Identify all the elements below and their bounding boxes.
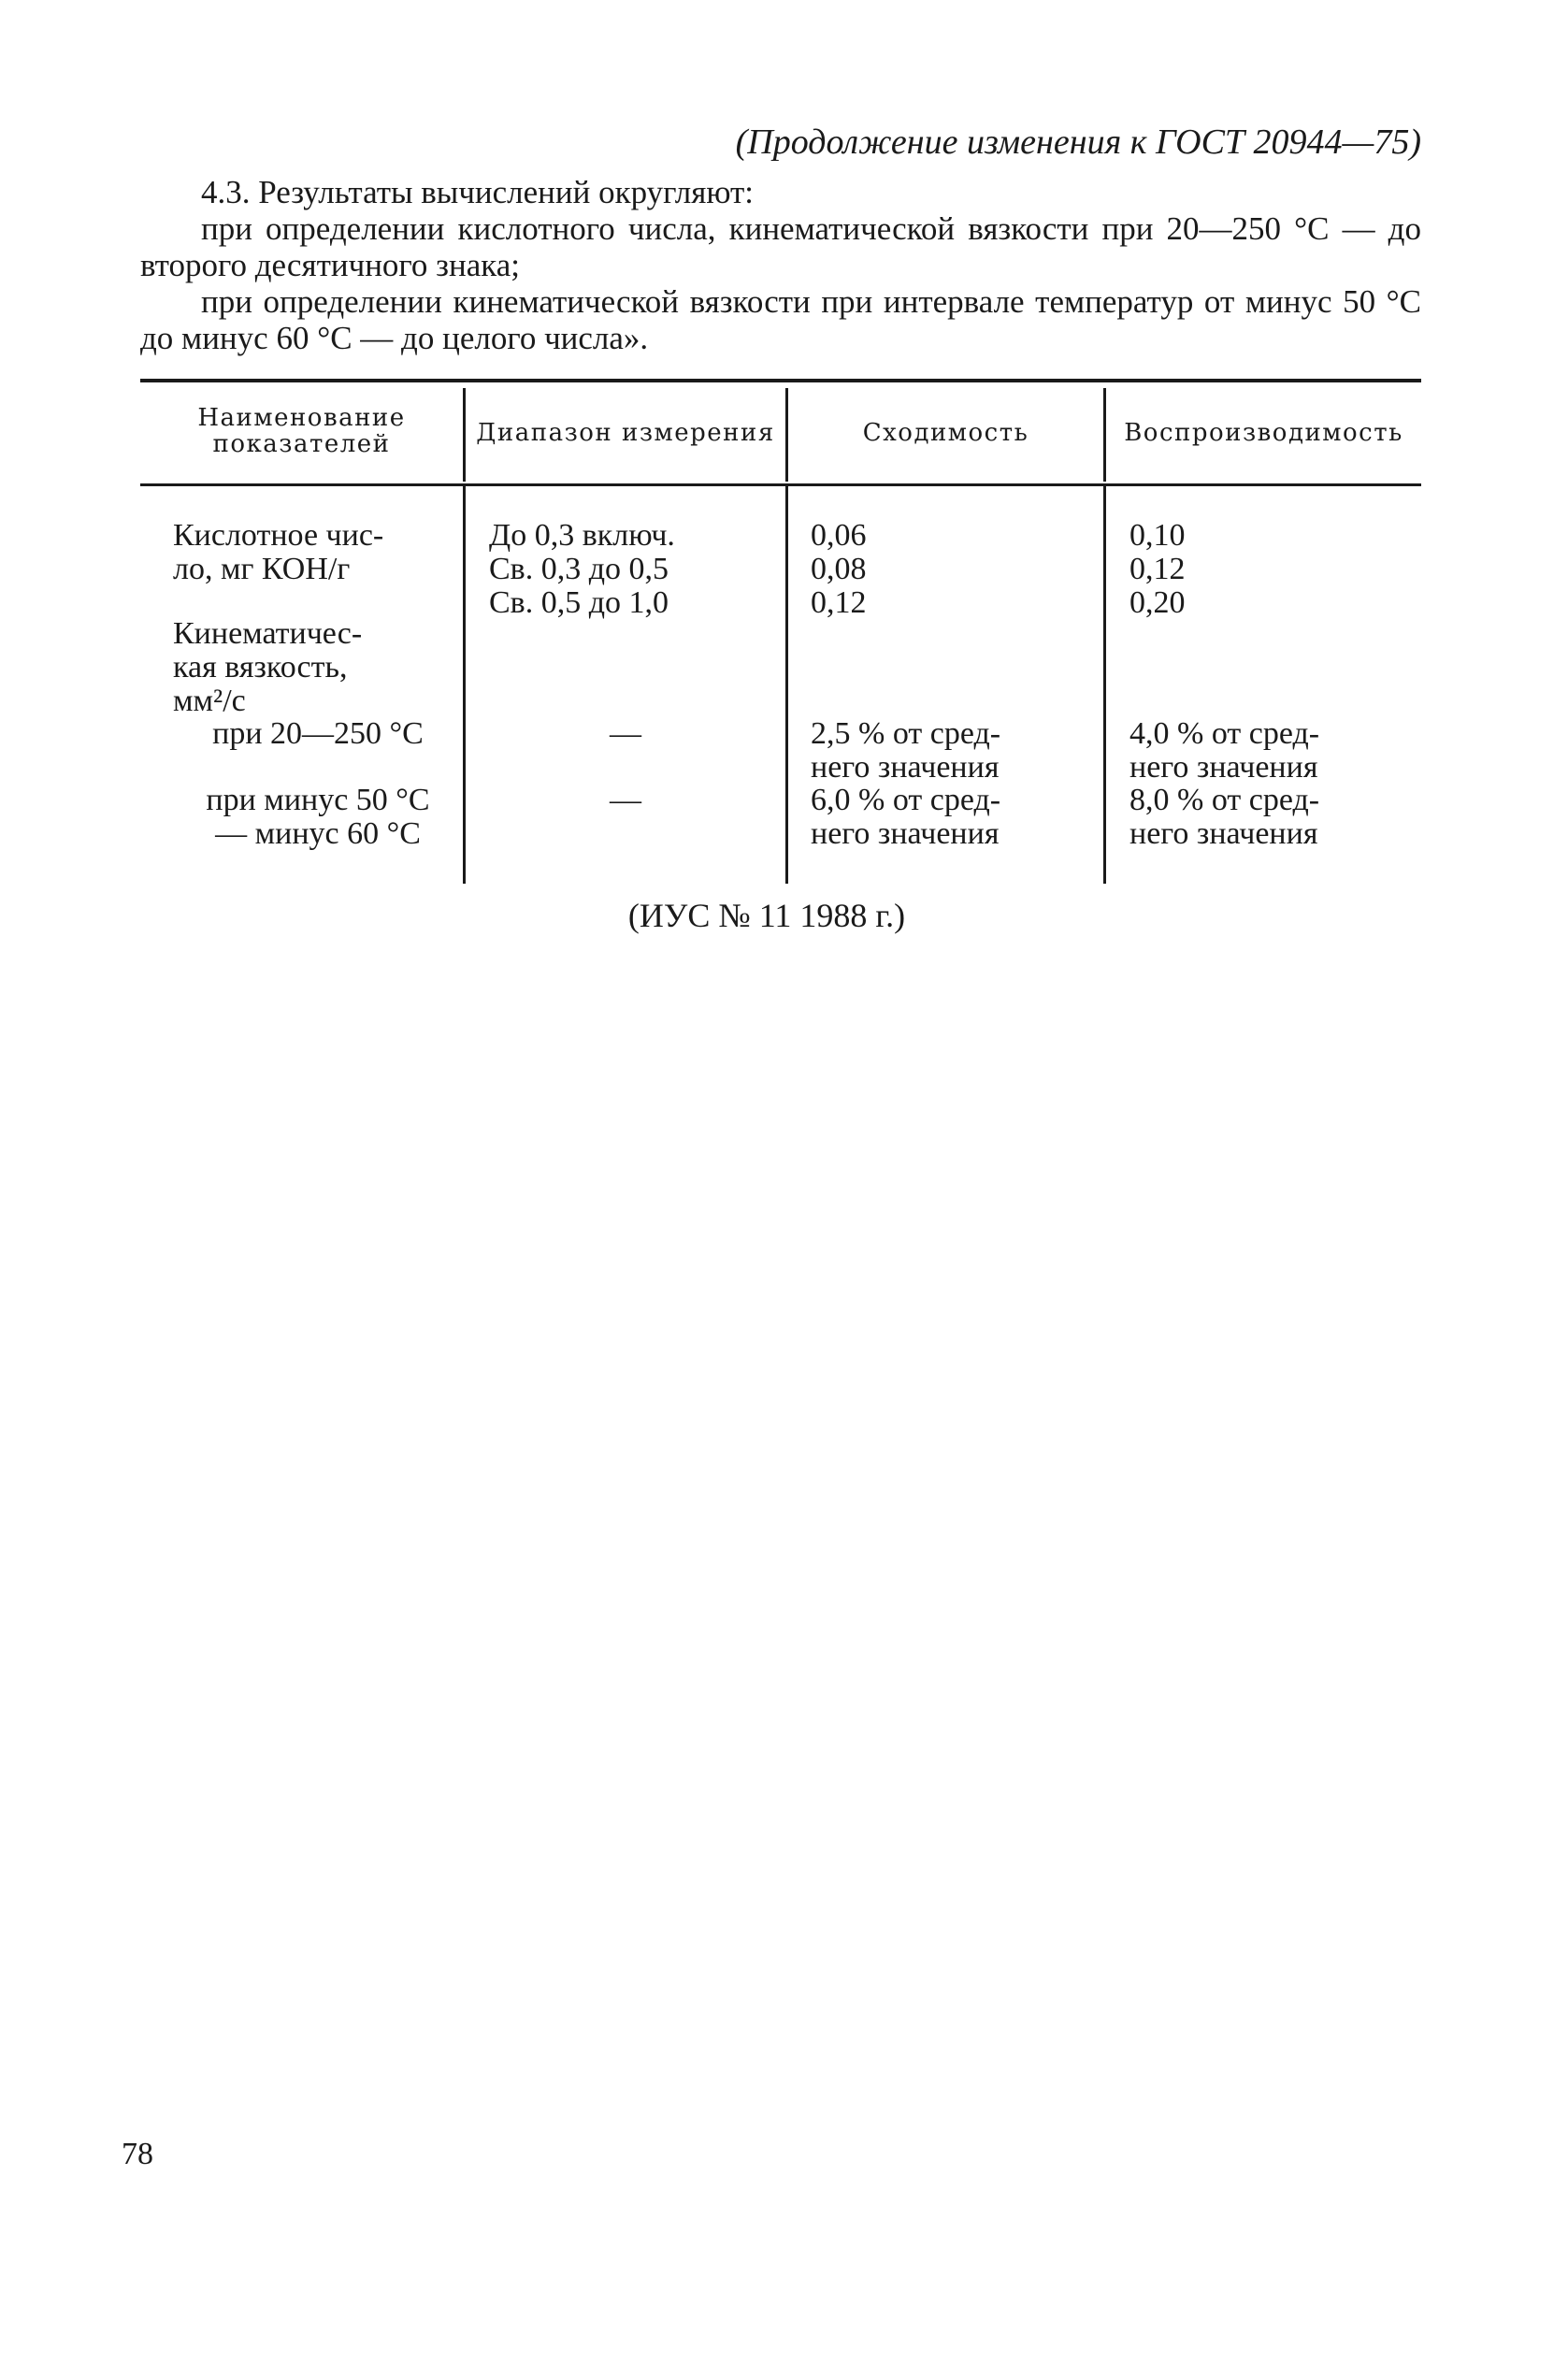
cell-viscosity-sub2-convergence <box>811 784 1091 851</box>
cell-viscosity-sub1-range: — <box>610 716 641 751</box>
column-divider-1-body <box>463 486 466 884</box>
precision-table <box>140 379 1421 884</box>
cell-viscosity-sub2-range: — <box>610 783 641 817</box>
cell-viscosity-name-line-1: Кинематичес- <box>173 616 363 651</box>
cell-viscosity-sub1-name: при 20—250 °С <box>212 716 424 751</box>
cell-acid-range-line-2: Св. 0,3 до 0,5 <box>489 552 669 586</box>
column-divider-3-body <box>1103 486 1106 884</box>
cell-acid-name-line-2: ло, мг КОН/г <box>173 552 351 586</box>
cell-viscosity-sub1-convergence-line-2: него значения <box>811 750 1000 785</box>
cell-viscosity-name <box>173 617 463 718</box>
cell-acid-convergence <box>811 519 1091 620</box>
cell-viscosity-sub1-reproducibility <box>1129 717 1410 785</box>
cell-viscosity-name-line-3: мм²/с <box>173 684 246 718</box>
cell-viscosity-sub1-reproducibility-line-2: него значения <box>1129 750 1318 785</box>
paragraph-rounding-decimal: при определении кислотного числа, кинематической вязкости при 20—250 °С — до второго десятичного знака; <box>140 210 1421 283</box>
cell-acid-reproducibility-line-2: 0,12 <box>1129 552 1186 586</box>
cell-acid-reproducibility-line-1: 0,10 <box>1129 518 1186 553</box>
amendment-source-note: (ИУС № 11 1988 г.) <box>627 897 906 934</box>
cell-viscosity-sub1-reproducibility-line-1: 4,0 % от сред- <box>1129 716 1320 751</box>
cell-viscosity-sub2-reproducibility <box>1129 784 1410 851</box>
paragraph-clause-4-3: 4.3. Результаты вычислений округляют: <box>201 174 755 210</box>
cell-viscosity-name-line-2: кая вязкость, <box>173 650 348 684</box>
cell-acid-name <box>173 519 463 586</box>
cell-acid-convergence-line-1: 0,06 <box>811 518 867 553</box>
cell-acid-name-line-1: Кислотное чис- <box>173 518 384 553</box>
table-top-rule <box>140 379 1421 382</box>
column-divider-2-body <box>785 486 788 884</box>
header-name <box>140 405 463 457</box>
cell-acid-convergence-line-2: 0,08 <box>811 552 867 586</box>
page-number: 78 <box>122 2137 153 2171</box>
body-text <box>140 174 1421 356</box>
cell-viscosity-sub2-name <box>173 784 463 851</box>
cell-acid-reproducibility-line-3: 0,20 <box>1129 585 1186 620</box>
cell-acid-reproducibility <box>1129 519 1410 620</box>
cell-acid-range <box>489 519 779 620</box>
document-header: (Продолжение изменения к ГОСТ 20944—75) <box>735 122 1421 162</box>
cell-viscosity-sub1-convergence-line-1: 2,5 % от сред- <box>811 716 1001 751</box>
cell-viscosity-sub2-name-line-2: — минус 60 °С <box>215 816 421 851</box>
cell-viscosity-sub2-convergence-line-2: него значения <box>811 816 1000 851</box>
table-header-rule <box>140 483 1421 486</box>
cell-viscosity-sub2-convergence-line-1: 6,0 % от сред- <box>811 783 1001 817</box>
cell-acid-range-line-1: До 0,3 включ. <box>489 518 675 553</box>
header-name-line-2: показателей <box>212 430 391 458</box>
cell-acid-range-line-3: Св. 0,5 до 1,0 <box>489 585 669 620</box>
cell-acid-convergence-line-3: 0,12 <box>811 585 867 620</box>
cell-viscosity-sub2-reproducibility-line-2: него значения <box>1129 816 1318 851</box>
cell-viscosity-sub1-convergence <box>811 717 1091 785</box>
paragraph-rounding-integer: при определении кинематической вязкости при интервале температур от минус 50 °С до минус 60 °С — до целого числа». <box>140 283 1421 356</box>
header-name-line-1: Наименование <box>197 404 406 432</box>
header-reproducibility: Воспроизводимость <box>1124 419 1403 447</box>
cell-viscosity-sub2-reproducibility-line-1: 8,0 % от сред- <box>1129 783 1320 817</box>
header-range: Диапазон измерения <box>476 419 775 447</box>
cell-viscosity-sub2-name-line-1: при минус 50 °С <box>206 783 430 817</box>
header-convergence: Сходимость <box>862 419 1029 447</box>
